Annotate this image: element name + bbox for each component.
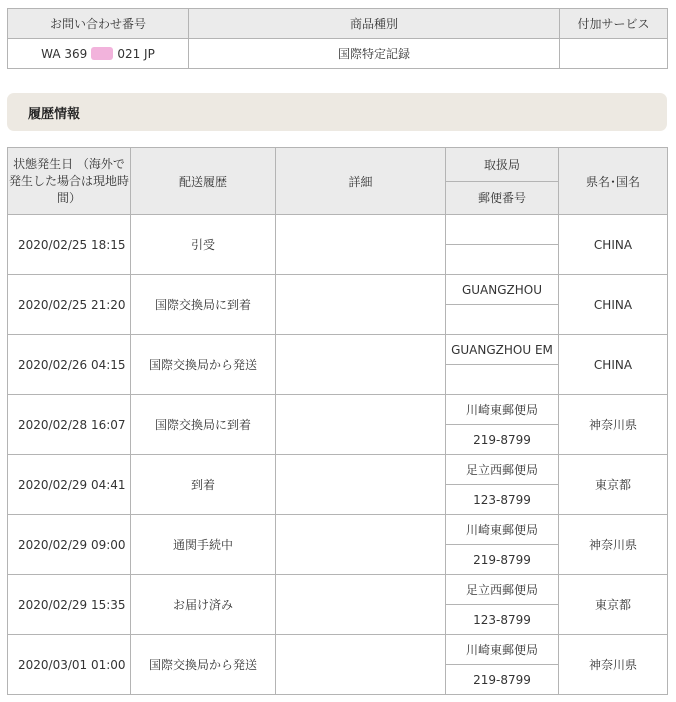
row-date: 2020/02/28 16:07 (8, 395, 131, 455)
row-postal: 219-8799 (446, 545, 559, 575)
row-detail (276, 575, 446, 635)
row-office: 川崎東郵便局 (446, 635, 559, 665)
header-additional-service: 付加サービス (560, 9, 668, 39)
header-inquiry-number: お問い合わせ番号 (8, 9, 189, 39)
row-region: 神奈川県 (559, 635, 668, 695)
tracking-number-suffix: 021 JP (117, 46, 155, 61)
row-date: 2020/02/29 04:41 (8, 455, 131, 515)
row-event: 引受 (131, 215, 276, 275)
row-office: GUANGZHOU (446, 275, 559, 305)
row-postal: 219-8799 (446, 425, 559, 455)
history-section-header (7, 93, 667, 131)
row-detail (276, 215, 446, 275)
header-region: 県名･国名 (559, 148, 668, 215)
row-event: 国際交換局から発送 (131, 335, 276, 395)
tracking-number-prefix: WA 369 (41, 46, 88, 61)
row-event: 国際交換局に到着 (131, 275, 276, 335)
row-office: 足立西郵便局 (446, 575, 559, 605)
row-event: 到着 (131, 455, 276, 515)
row-date: 2020/02/29 09:00 (8, 515, 131, 575)
row-detail (276, 515, 446, 575)
row-event: 国際交換局に到着 (131, 395, 276, 455)
header-event: 配送履歴 (131, 148, 276, 215)
table-row (8, 575, 668, 605)
history-header-row-1 (8, 148, 668, 182)
row-postal (446, 245, 559, 275)
table-row (8, 455, 668, 485)
row-date: 2020/02/25 21:20 (8, 275, 131, 335)
row-event: 国際交換局から発送 (131, 635, 276, 695)
row-region: 神奈川県 (559, 515, 668, 575)
row-date: 2020/02/25 18:15 (8, 215, 131, 275)
row-office: 川崎東郵便局 (446, 515, 559, 545)
row-date: 2020/02/29 15:35 (8, 575, 131, 635)
row-office: 川崎東郵便局 (446, 395, 559, 425)
row-detail (276, 335, 446, 395)
table-row (8, 275, 668, 305)
table-row (8, 335, 668, 365)
header-detail: 詳細 (276, 148, 446, 215)
summary-header-row (8, 9, 668, 39)
row-event: 通関手続中 (131, 515, 276, 575)
row-office: 足立西郵便局 (446, 455, 559, 485)
additional-service (560, 39, 668, 69)
row-detail (276, 455, 446, 515)
table-row (8, 215, 668, 245)
tracking-number (8, 39, 189, 69)
header-date: 状態発生日 （海外で発生した場合は現地時間） (8, 148, 131, 215)
summary-data-row (8, 39, 668, 69)
row-region: CHINA (559, 275, 668, 335)
header-item-type: 商品種別 (189, 9, 560, 39)
row-postal (446, 365, 559, 395)
section-title: 履歴情報 (28, 107, 81, 122)
row-postal (446, 305, 559, 335)
table-row (8, 635, 668, 665)
row-postal: 123-8799 (446, 485, 559, 515)
row-date: 2020/02/26 04:15 (8, 335, 131, 395)
history-table (7, 147, 668, 695)
row-region: 神奈川県 (559, 395, 668, 455)
table-row (8, 395, 668, 425)
row-postal: 123-8799 (446, 605, 559, 635)
row-detail (276, 395, 446, 455)
row-detail (276, 635, 446, 695)
row-office (446, 215, 559, 245)
redaction-mark (91, 47, 113, 60)
row-region: 東京都 (559, 575, 668, 635)
row-date: 2020/03/01 01:00 (8, 635, 131, 695)
row-region: CHINA (559, 335, 668, 395)
table-row (8, 515, 668, 545)
summary-table (7, 8, 668, 69)
row-detail (276, 275, 446, 335)
row-office: GUANGZHOU EM (446, 335, 559, 365)
row-region: 東京都 (559, 455, 668, 515)
row-region: CHINA (559, 215, 668, 275)
header-postal: 郵便番号 (446, 181, 559, 215)
header-office: 取扱局 (446, 148, 559, 182)
row-event: お届け済み (131, 575, 276, 635)
item-type: 国際特定記録 (189, 39, 560, 69)
history-body (8, 215, 668, 695)
row-postal: 219-8799 (446, 665, 559, 695)
